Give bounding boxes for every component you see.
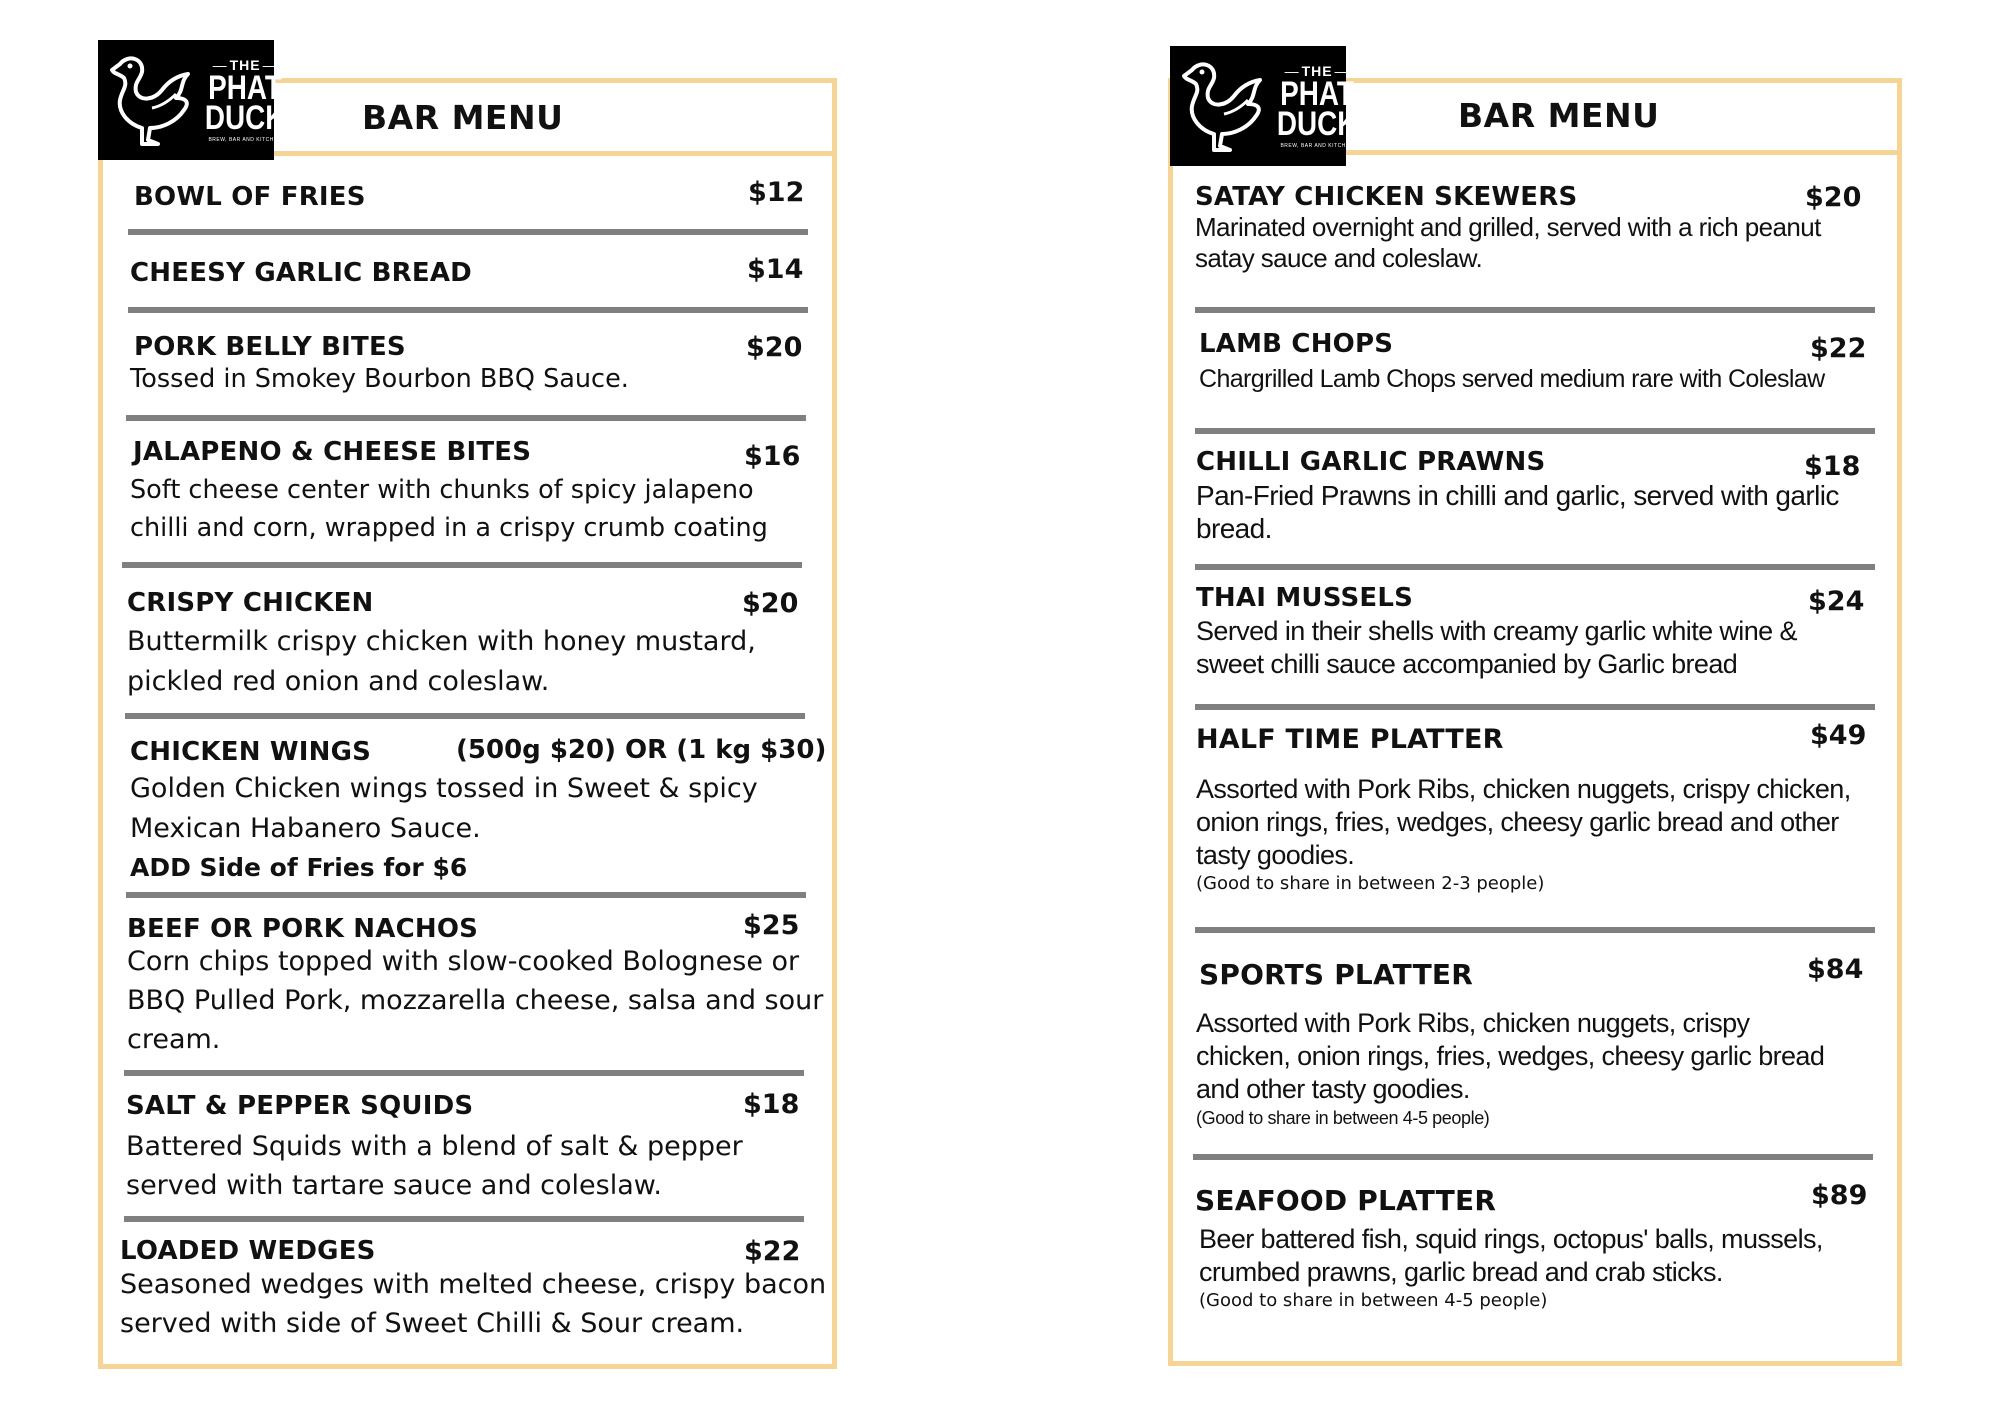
item-price: $14 (747, 254, 804, 285)
left-header-divider (270, 151, 837, 156)
item-name: THAI MUSSELS (1196, 583, 1414, 613)
phat-duck-logo (98, 40, 286, 160)
item-description-line: Soft cheese center with chunks of spicy jalapeno (130, 475, 754, 505)
menu-item (120, 1236, 830, 1343)
item-name: PORK BELLY BITES (134, 332, 406, 362)
item-description-line: Buttermilk crispy chicken with honey mustard, (127, 626, 756, 657)
menu-item (1199, 329, 1869, 396)
item-description-line: BBQ Pulled Pork, mozzarella cheese, salsa and sour (127, 985, 824, 1016)
item-divider (1195, 927, 1875, 933)
item-description-line: cream. (127, 1024, 221, 1055)
item-description-line: satay sauce and coleslaw. (1195, 243, 1483, 273)
item-divider (128, 229, 808, 235)
item-description-line: Battered Squids with a blend of salt & pepper (126, 1131, 743, 1162)
item-price: $20 (742, 588, 799, 619)
item-price: $20 (1805, 182, 1862, 213)
item-description-line: served with side of Sweet Chilli & Sour cream. (120, 1308, 745, 1339)
item-divider (1195, 564, 1875, 570)
item-description-line: crumbed prawns, garlic bread and crab sticks. (1199, 1257, 1723, 1287)
item-description-line: sweet chilli sauce accompanied by Garlic bread (1196, 649, 1738, 679)
item-price: $49 (1810, 720, 1867, 751)
menu-item (134, 177, 805, 212)
right-menu-title: BAR MENU (1458, 96, 1660, 135)
item-description-line: bread. (1196, 513, 1272, 544)
item-name: BEEF OR PORK NACHOS (127, 914, 479, 944)
item-description-line: chilli and corn, wrapped in a crispy crumb coating (130, 513, 768, 543)
logo-phat-text: PHAT (1280, 75, 1355, 113)
item-name: JALAPENO & CHEESE BITES (133, 437, 532, 467)
menu-item (1196, 720, 1886, 896)
item-price: $22 (1810, 333, 1867, 364)
item-description-line: served with tartare sauce and coleslaw. (126, 1170, 662, 1201)
right-header-divider (1340, 150, 1902, 155)
item-name: LOADED WEDGES (120, 1236, 376, 1266)
item-price: $18 (1804, 451, 1861, 482)
item-description-line: Marinated overnight and grilled, served with a rich peanut (1195, 212, 1821, 242)
item-description-line: and other tasty goodies. (1196, 1074, 1470, 1104)
logo-duck-text: DUCK (1276, 105, 1358, 143)
item-price: $24 (1808, 586, 1865, 617)
item-divider (1193, 1154, 1873, 1160)
item-description-line: Chargrilled Lamb Chops served medium rare with Coleslaw (1199, 365, 1825, 393)
duck-icon (1178, 56, 1266, 156)
item-price: $84 (1807, 954, 1864, 985)
logo-tagline: BREW, BAR AND KITCHEN (208, 137, 282, 143)
menu-item (1196, 583, 1876, 681)
item-price: $12 (748, 177, 805, 208)
item-name: SALT & PEPPER SQUIDS (126, 1091, 474, 1121)
item-name: SEAFOOD PLATTER (1195, 1184, 1497, 1217)
item-name: CHICKEN WINGS (130, 737, 372, 767)
logo-the-text: — THE — (1283, 63, 1352, 79)
item-description-line: onion rings, fries, wedges, cheesy garlic bread and other (1196, 807, 1839, 837)
item-description-line: chicken, onion rings, fries, wedges, cheesy garlic bread (1196, 1041, 1825, 1071)
item-description-line: Pan-Fried Prawns in chilli and garlic, served with garlic (1196, 480, 1839, 511)
item-name: CHEESY GARLIC BREAD (130, 258, 472, 288)
item-price-options: (500g $20) OR (1 kg $30) (456, 735, 827, 765)
duck-icon (106, 50, 194, 150)
item-divider (1195, 428, 1875, 434)
item-description-line: Beer battered fish, squid rings, octopus' balls, mussels, (1199, 1224, 1823, 1254)
item-description-line: pickled red onion and coleslaw. (127, 666, 550, 697)
menu-item (130, 332, 804, 398)
item-description-line: Golden Chicken wings tossed in Sweet & spicy (130, 773, 758, 804)
menu-item (1195, 1180, 1885, 1313)
item-addon: ADD Side of Fries for $6 (130, 853, 468, 882)
item-price: $16 (744, 441, 801, 472)
item-description-line: tasty goodies. (1196, 840, 1355, 870)
item-price: $20 (746, 332, 803, 363)
left-menu-title: BAR MENU (362, 98, 564, 137)
item-divider (126, 415, 806, 421)
logo-phat-text: PHAT (208, 69, 283, 107)
item-description-line: Assorted with Pork Ribs, chicken nuggets, crispy chicken, (1196, 774, 1851, 804)
logo-duck-text: DUCK (204, 99, 286, 137)
item-name: BOWL OF FRIES (134, 182, 366, 212)
menu-item (127, 588, 804, 702)
item-divider (122, 562, 802, 568)
item-name: SPORTS PLATTER (1199, 958, 1473, 991)
item-description-line: Seasoned wedges with melted cheese, crispy bacon (120, 1269, 827, 1300)
item-price: $89 (1811, 1180, 1868, 1211)
item-note: (Good to share in between 2-3 people) (1196, 873, 1545, 894)
item-divider (125, 713, 805, 719)
item-price: $25 (743, 910, 800, 941)
menu-item (127, 910, 827, 1059)
menu-item (1195, 182, 1865, 274)
menu-item (130, 437, 804, 547)
item-name: SATAY CHICKEN SKEWERS (1195, 182, 1578, 212)
item-divider (124, 1070, 804, 1076)
item-divider (124, 1216, 804, 1222)
item-name: LAMB CHOPS (1199, 329, 1394, 359)
item-divider (1195, 704, 1875, 710)
logo-the-text: — THE — (211, 57, 280, 73)
item-name: CHILLI GARLIC PRAWNS (1196, 447, 1546, 477)
item-name: CRISPY CHICKEN (127, 588, 374, 618)
item-description-line: Served in their shells with creamy garlic white wine & (1196, 616, 1797, 646)
item-description-line: Mexican Habanero Sauce. (130, 813, 481, 844)
menu-item (1196, 447, 1866, 545)
item-description: Tossed in Smokey Bourbon BBQ Sauce. (130, 364, 629, 394)
item-name: HALF TIME PLATTER (1196, 724, 1504, 755)
phat-duck-logo (1170, 46, 1358, 166)
item-divider (126, 892, 806, 898)
menu-item (1196, 954, 1889, 1130)
item-description-line: Assorted with Pork Ribs, chicken nuggets, crispy (1196, 1008, 1750, 1038)
menu-item (130, 735, 827, 887)
menu-item (126, 1091, 826, 1205)
item-note: (Good to share in between 4-5 people) (1199, 1290, 1548, 1311)
item-description-line: Corn chips topped with slow-cooked Bolognese or (127, 946, 800, 977)
item-divider (128, 307, 808, 313)
item-divider (1195, 307, 1875, 313)
menu-item (130, 254, 804, 288)
item-price: $22 (744, 1236, 801, 1267)
logo-tagline: BREW, BAR AND KITCHEN (1280, 143, 1354, 149)
item-note: (Good to share in between 4-5 people) (1196, 1108, 1490, 1128)
item-price: $18 (743, 1089, 800, 1120)
